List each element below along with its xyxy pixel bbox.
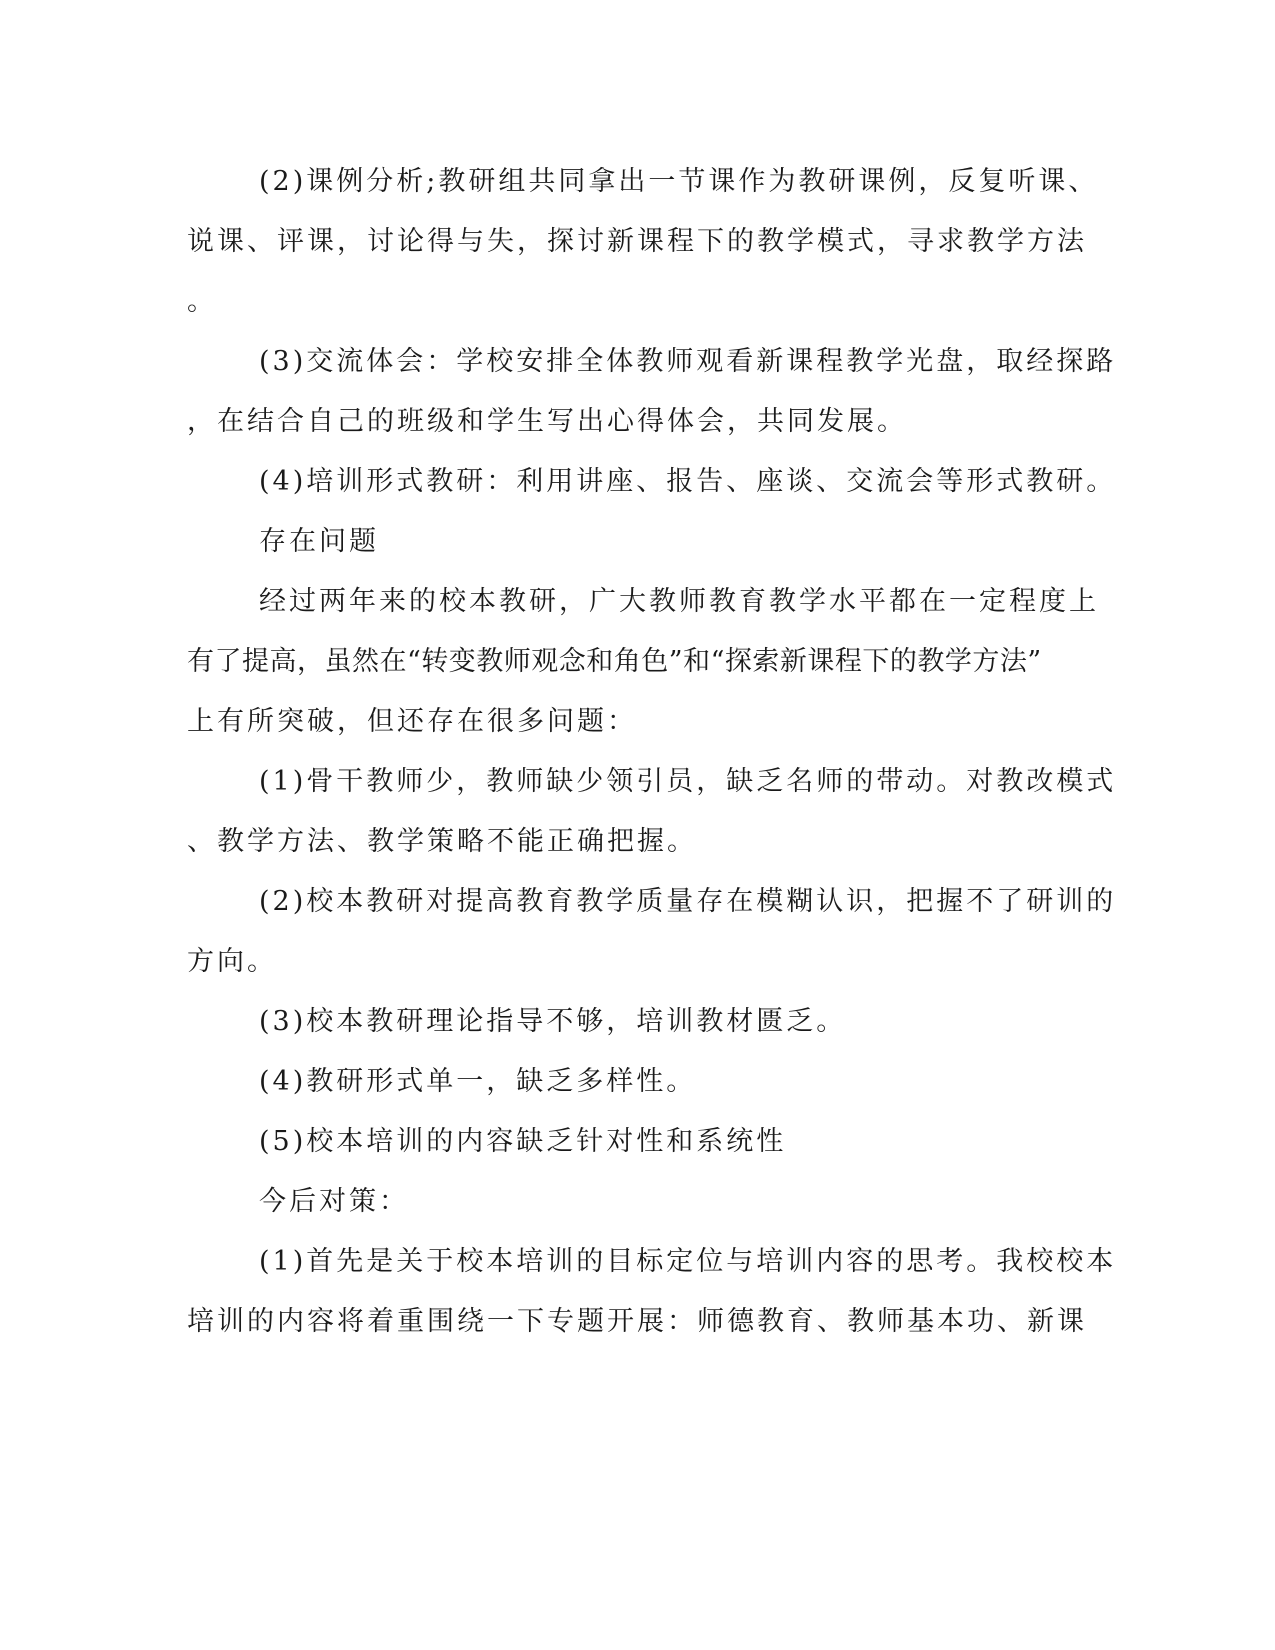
section-heading: 今后对策： <box>259 1186 409 1217</box>
text-line: 方向。 <box>187 946 277 977</box>
text-line: 有了提高，虽然在“转变教师观念和角色”和“探索新课程下的教学方法” <box>187 646 1042 677</box>
text-line: (3)校本教研理论指导不够，培训教材匮乏。 <box>259 1006 847 1037</box>
text-line: (2)课例分析;教研组共同拿出一节课作为教研课例，反复听课、 <box>259 166 1099 197</box>
text-line: (3)交流体会：学校安排全体教师观看新课程教学光盘，取经探路 <box>259 346 1117 377</box>
text-line: (2)校本教研对提高教育教学质量存在模糊认识，把握不了研训的 <box>259 886 1117 917</box>
text-line: 经过两年来的校本教研，广大教师教育教学水平都在一定程度上 <box>259 586 1099 617</box>
text-line: (1)骨干教师少，教师缺少领引员，缺乏名师的带动。对教改模式 <box>259 766 1117 797</box>
text-line: ，在结合自己的班级和学生写出心得体会，共同发展。 <box>187 406 907 437</box>
text-line: 。 <box>187 286 217 317</box>
text-line: (1)首先是关于校本培训的目标定位与培训内容的思考。我校校本 <box>259 1246 1117 1277</box>
section-heading: 存在问题 <box>259 526 379 557</box>
text-line: (5)校本培训的内容缺乏针对性和系统性 <box>259 1126 787 1157</box>
text-line: 说课、评课，讨论得与失，探讨新课程下的教学模式，寻求教学方法 <box>187 226 1087 257</box>
text-line: (4)培训形式教研：利用讲座、报告、座谈、交流会等形式教研。 <box>259 466 1117 497</box>
document-body <box>187 152 1117 1352</box>
text-line: 培训的内容将着重围绕一下专题开展：师德教育、教师基本功、新课 <box>187 1306 1087 1337</box>
text-line: 、教学方法、教学策略不能正确把握。 <box>187 826 697 857</box>
text-line: (4)教研形式单一，缺乏多样性。 <box>259 1066 697 1097</box>
text-line: 上有所突破，但还存在很多问题： <box>187 706 637 737</box>
